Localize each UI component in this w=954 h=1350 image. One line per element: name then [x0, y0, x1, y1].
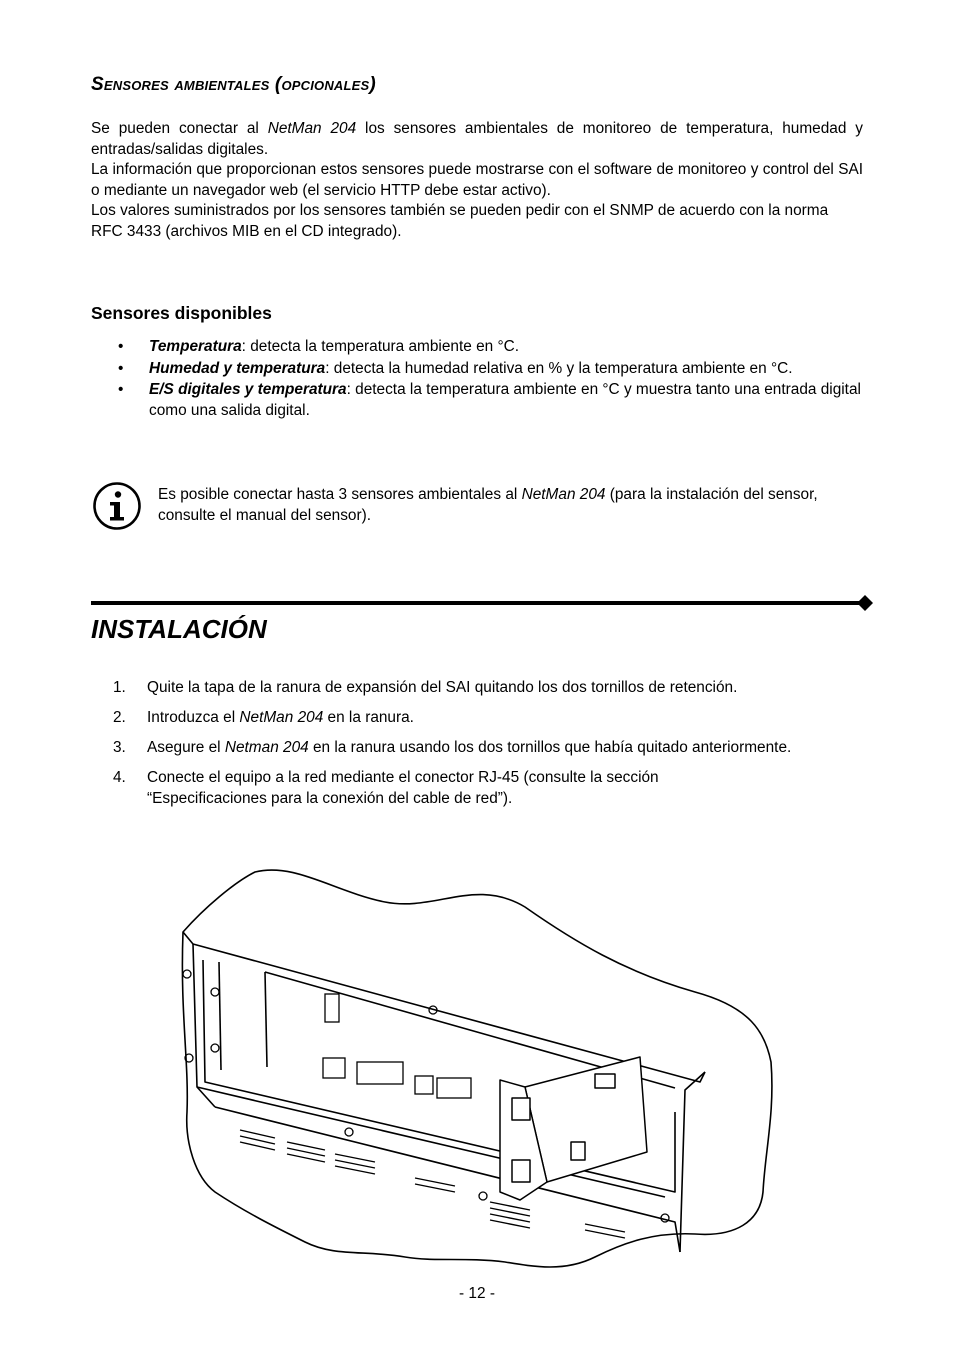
info-icon	[92, 481, 142, 531]
sensors-heading: Sensores disponibles	[91, 303, 272, 323]
bullet-icon: •	[118, 381, 124, 398]
list-item: 2. Introduzca el NetMan 204 en la ranura.	[113, 709, 414, 726]
bullet-icon: •	[118, 338, 124, 355]
intro-paragraph-2: La información que proporcionan estos sensores puede mostrarse con el software de monitoreo y control del SAI o mediante un navegador web (el servicio HTTP debe estar activo).	[91, 161, 863, 199]
page-number: - 12 -	[459, 1285, 495, 1302]
list-item: 3. Asegure el Netman 204 en la ranura usando los dos tornillos que había quitado anteriormente.	[113, 739, 792, 756]
installation-title: INSTALACIÓN	[91, 614, 267, 644]
installation-steps	[110, 678, 850, 819]
list-item: • Humedad y temperatura: detecta la humedad relativa en % y la temperatura ambiente en °C.	[118, 359, 863, 380]
sensor-list	[118, 337, 863, 422]
list-item: • E/S digitales y temperatura: detecta la temperatura ambiente en °C y muestra tanto una entrada digital como una salida digital.	[118, 381, 861, 419]
section-divider	[91, 593, 875, 613]
section-title: Sensores ambientales (opcionales)	[91, 74, 376, 95]
note-text: Es posible conectar hasta 3 sensores ambientales al NetMan 204 (para la instalación del sensor, consulte el manual del sensor).	[158, 486, 818, 524]
intro-text	[91, 119, 863, 242]
list-item: • Temperatura: detecta la temperatura ambiente en °C.	[118, 337, 863, 358]
intro-paragraph-1: Se pueden conectar al NetMan 204 los sensores ambientales de monitoreo de temperatura, humedad y entradas/salidas digitales.	[91, 120, 863, 158]
list-item: 1. Quite la tapa de la ranura de expansión del SAI quitando los dos tornillos de retención.	[113, 679, 738, 696]
intro-paragraph-3: Los valores suministrados por los sensores también se pueden pedir con el SNMP de acuerdo con la norma RFC 3433 (archivos MIB en el CD integrado).	[91, 202, 829, 240]
bullet-icon: •	[118, 359, 124, 377]
installation-illustration	[175, 862, 781, 1274]
list-item: 4. Conecte el equipo a la red mediante el conector RJ-45 (consulte la sección “Especificaciones para la conexión del cable de red”).	[113, 769, 659, 807]
